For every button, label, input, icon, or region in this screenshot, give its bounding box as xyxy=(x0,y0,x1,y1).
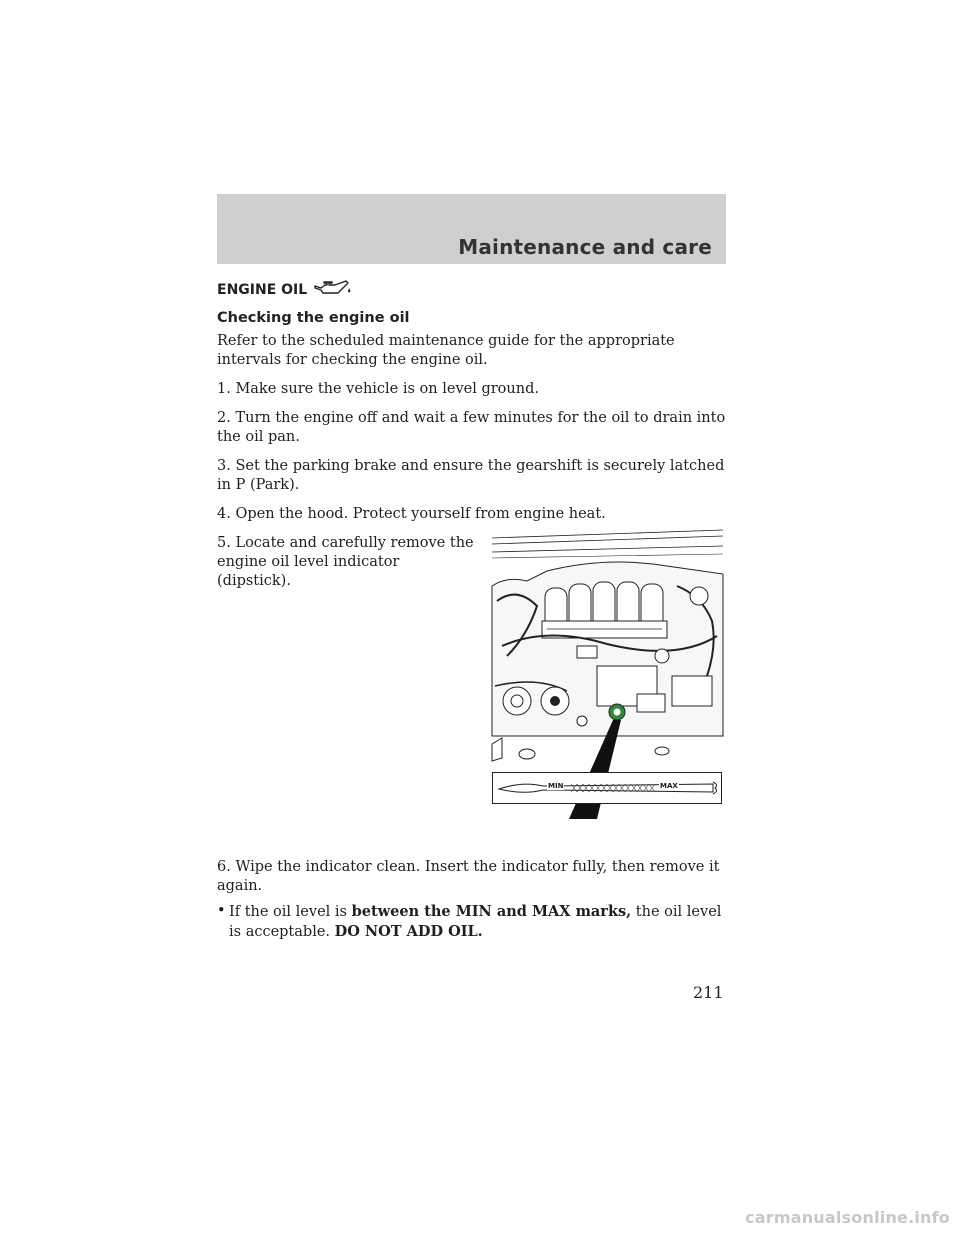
watermark: carmanualsonline.info xyxy=(745,1208,950,1227)
header-bar xyxy=(217,194,726,264)
step-4: 4. Open the hood. Protect yourself from engine heat. xyxy=(217,506,606,522)
bullet-item xyxy=(217,902,727,942)
dipstick-max-label: MAX xyxy=(660,782,678,790)
bullet-prefix: If the oil level is xyxy=(229,904,352,920)
bullet-warning: DO NOT ADD OIL. xyxy=(334,923,483,940)
sub-heading: Checking the engine oil xyxy=(217,310,410,326)
dipstick-inset xyxy=(492,772,722,804)
section-heading xyxy=(217,276,727,304)
bullet-bold-range: between the MIN and MAX marks, xyxy=(351,903,632,920)
page-number: 211 xyxy=(693,983,724,1002)
bullet-middle: the oil level is acceptable. xyxy=(229,904,722,940)
oil-can-icon xyxy=(313,279,353,301)
dipstick-min-label: MIN xyxy=(548,782,564,790)
intro-paragraph: Refer to the scheduled maintenance guide for the appropriate intervals for checking the engine oil. xyxy=(217,333,675,368)
step-6: 6. Wipe the indicator clean. Insert the indicator fully, then remove it again. xyxy=(217,859,720,894)
page-content xyxy=(217,276,727,942)
page-header-title: Maintenance and care xyxy=(458,235,712,259)
step-2: 2. Turn the engine off and wait a few minutes for the oil to drain into the oil pan. xyxy=(217,410,726,445)
bullet-dot: • xyxy=(217,903,226,919)
step-5: 5. Locate and carefully remove the engine oil level indicator (dipstick). xyxy=(217,535,474,589)
step-1: 1. Make sure the vehicle is on level ground. xyxy=(217,381,539,397)
step-3: 3. Set the parking brake and ensure the gearshift is securely latched in P (Park). xyxy=(217,458,725,493)
section-heading-text: ENGINE OIL xyxy=(217,282,308,298)
bullet-text xyxy=(229,902,724,942)
